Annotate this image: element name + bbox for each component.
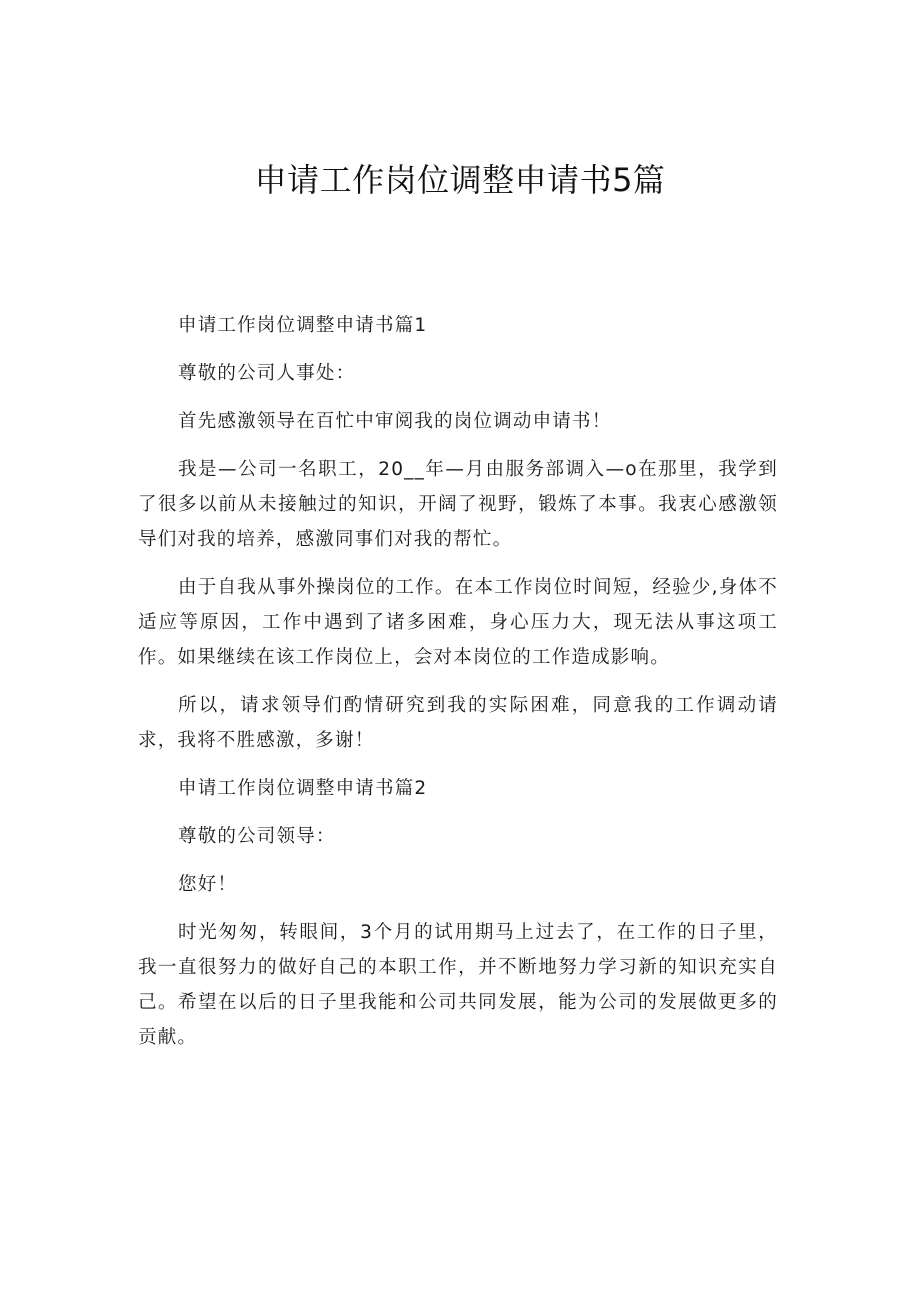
body-paragraph: 由于自我从事外操岗位的工作。在本工作岗位时间短，经验少,身体不适应等原因，工作中遇到了诸多困难，身心压力大，现无法从事这项工作。如果继续在该工作岗位上，会对本岗位的工作造成影响。	[138, 577, 778, 668]
greeting: 您好！	[178, 874, 238, 895]
document-title: 申请工作岗位调整申请书5篇	[254, 161, 666, 199]
salutation-1: 尊敬的公司人事处：	[178, 363, 356, 384]
body-paragraph: 我是—公司一名职工，20__年—月由服务部调入—o在那里，我学到了很多以前从未接触过的知识，开阔了视野，锻炼了本事。我衷心感激领导们对我的培养，感激同事们对我的帮忙。	[138, 459, 778, 550]
body-paragraph: 时光匆匆，转眼间，3个月的试用期马上过去了，在工作的日子里，我一直很努力的做好自己的本职工作，并不断地努力学习新的知识充实自己。希望在以后的日子里我能和公司共同发展，能为公司的发展做更多的贡献。	[138, 922, 778, 1048]
document-body	[138, 308, 778, 1068]
salutation-2: 尊敬的公司领导：	[178, 826, 336, 847]
section-heading-2: 申请工作岗位调整申请书篇2	[178, 778, 428, 799]
body-paragraph: 所以，请求领导们酌情研究到我的实际困难，同意我的工作调动请求，我将不胜感激，多谢！	[138, 695, 778, 751]
section-heading-1: 申请工作岗位调整申请书篇1	[178, 315, 428, 336]
body-paragraph: 首先感激领导在百忙中审阅我的岗位调动申请书！	[178, 411, 612, 432]
